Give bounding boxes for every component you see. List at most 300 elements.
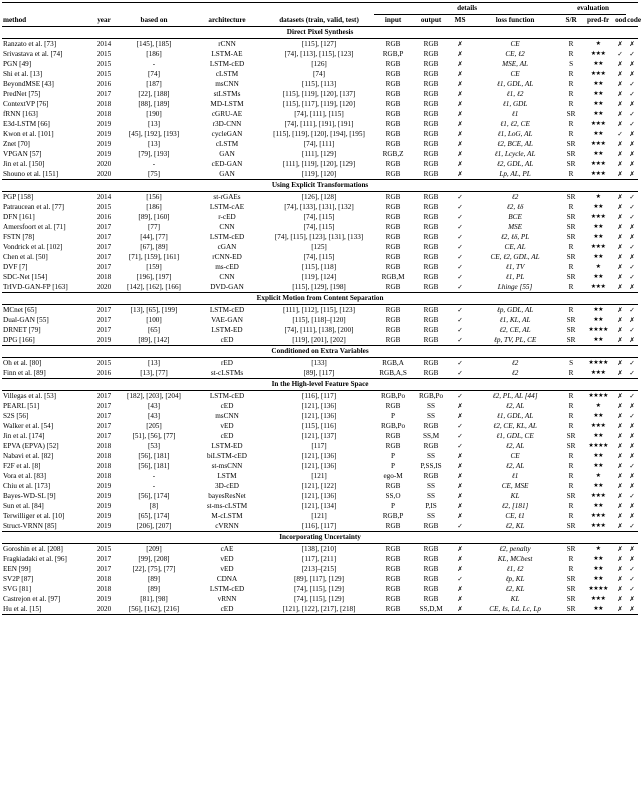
cell-datasets: [126], [128] (301, 193, 337, 201)
cell-input: RGB (385, 575, 401, 583)
cell-ood: ✗ (617, 80, 623, 88)
cell-output: RGB (423, 565, 439, 573)
cell-method: Villegas et al. [53] (3, 392, 57, 400)
section-title: Direct Pixel Synthesis (2, 27, 638, 39)
cell-pred-fr: ★★ (593, 565, 603, 572)
cell-sr: R (568, 243, 574, 251)
cell-based-on: [77] (148, 223, 160, 231)
cell-sr: SR (566, 336, 576, 344)
cell-ms: ✗ (457, 452, 463, 460)
cell-ood: ✗ (617, 492, 623, 500)
cell-ms: ✗ (457, 90, 463, 98)
cell-loss: CE, MSE (501, 482, 529, 490)
col-output: output (412, 15, 450, 27)
cell-year: 2019 (96, 120, 112, 128)
cell-ood: ✗ (617, 273, 623, 281)
cell-input: RGB (385, 70, 401, 78)
cell-sr: R (568, 130, 574, 138)
cell-architecture: cLSTM (215, 70, 239, 78)
table-row (2, 325, 638, 335)
cell-year: 2017 (96, 412, 112, 420)
cell-sr: R (568, 462, 574, 470)
cell-datasets: [74], [111], [138], [200] (284, 326, 354, 334)
cell-datasets: [121] (311, 512, 327, 520)
cell-architecture: cLSTM (215, 140, 239, 148)
cell-year: 2017 (96, 263, 112, 271)
cell-output: RGB,Po (418, 392, 444, 400)
cell-sr: SR (566, 316, 576, 324)
cell-method: DFN [161] (3, 213, 35, 221)
cell-ood: ✗ (617, 263, 623, 271)
cell-loss: ℓ1, TV (505, 263, 525, 271)
cell-output: RGB (423, 130, 439, 138)
cell-datasets: [115], [119], [120], [194], [195] (273, 130, 365, 138)
cell-code: ✓ (629, 243, 635, 251)
cell-output: RGB (423, 575, 439, 583)
cell-ms: ✗ (457, 502, 463, 510)
cell-method: Dual-GAN [55] (3, 316, 49, 324)
cell-ood: ✗ (614, 604, 626, 615)
table-row (2, 554, 638, 564)
cell-ms: ✓ (457, 243, 463, 251)
cell-based-on: [186] (146, 50, 162, 58)
cell-ood: ✓ (617, 130, 623, 138)
cell-loss: ℓ2, GDL, AL (496, 160, 534, 168)
cell-code: ✗ (629, 70, 635, 78)
details-group-label: details (374, 3, 560, 15)
cell-architecture: 3D-cED (215, 482, 239, 490)
cell-year: 2019 (96, 482, 112, 490)
cell-sr: R (568, 555, 574, 563)
cell-input: RGB (385, 263, 401, 271)
cell-based-on: [13], [65], [199] (130, 306, 178, 314)
cell-datasets: [74], [111] (303, 140, 335, 148)
section-heading (2, 27, 638, 39)
cell-output: RGB (423, 585, 439, 593)
cell-year: 2017 (96, 432, 112, 440)
cell-year: 2019 (96, 512, 112, 520)
cell-ood: ✗ (617, 565, 623, 573)
cell-sr: SR (566, 595, 576, 603)
cell-loss: ℓ1, PL (505, 273, 525, 281)
cell-year: 2018 (96, 100, 112, 108)
cell-based-on: [67], [89] (140, 243, 168, 251)
cell-pred-fr: ★★ (593, 502, 603, 509)
cell-input: RGB (385, 253, 401, 261)
cell-input: RGB (385, 223, 401, 231)
cell-ood: ✗ (617, 412, 623, 420)
cell-sr: SR (566, 585, 576, 593)
cell-input: RGB (385, 233, 401, 241)
cell-code: ✓ (629, 575, 635, 583)
cell-year: 2017 (96, 402, 112, 410)
cell-loss: ℓp, GDL, AL (496, 306, 534, 314)
cell-output: RGB (423, 359, 439, 367)
header-columns-row (2, 15, 638, 27)
cell-datasets: [115], [119], [120], [137] (282, 90, 356, 98)
cell-sr: SR (566, 193, 576, 201)
cell-ood: ✗ (617, 90, 623, 98)
cell-year: 2014 (96, 40, 112, 48)
section-title: Explicit Motion from Content Separation (2, 293, 638, 305)
cell-architecture: rCNN-ED (212, 253, 242, 261)
cell-datasets: [119], [124] (301, 273, 337, 281)
cell-datasets: [89], [117] (303, 369, 335, 377)
cell-code: ✓ (629, 492, 635, 500)
cell-method: PredNet [75] (3, 90, 41, 98)
cell-code: ✓ (629, 585, 635, 593)
cell-code: ✓ (629, 203, 635, 211)
cell-ood: ✗ (617, 40, 623, 48)
cell-year: 2017 (96, 233, 112, 241)
table-row (2, 564, 638, 574)
cell-code: ✓ (629, 522, 635, 530)
cell-based-on: - (152, 60, 156, 68)
cell-ood: ✗ (617, 482, 623, 490)
cell-loss: ℓ2, ℓδ (506, 203, 524, 211)
cell-method: VPGAN [57] (3, 150, 42, 158)
cell-ms: ✗ (457, 595, 463, 603)
cell-year: 2018 (96, 110, 112, 118)
cell-pred-fr: ★★ (593, 150, 603, 157)
cell-pred-fr: ★★★ (590, 120, 606, 127)
cell-sr: SR (566, 160, 576, 168)
table-row (2, 69, 638, 79)
cell-sr: R (568, 70, 574, 78)
col-year: year (90, 15, 118, 27)
cell-based-on: [43] (148, 412, 160, 420)
cell-sr: S (569, 359, 574, 367)
section-title: Conditioned on Extra Variables (2, 346, 638, 358)
cell-datasets: [117], [211] (301, 555, 337, 563)
cell-ms: ✓ (457, 359, 463, 367)
cell-ood: ✗ (617, 472, 623, 480)
cell-year: 2020 (96, 170, 112, 178)
cell-loss: ℓ1, KL, AL (499, 316, 531, 324)
cell-output: RGB (423, 243, 439, 251)
cell-datasets: [74], [115] (303, 253, 335, 261)
cell-ood: ✗ (617, 432, 623, 440)
cell-loss: CE, ℓ2 (505, 50, 525, 58)
cell-ms: ✗ (457, 492, 463, 500)
cell-loss: Lp, AL, PL (499, 170, 531, 178)
cell-loss: CE (510, 40, 520, 48)
cell-datasets: [121], [122] (301, 482, 337, 490)
cell-architecture: rCNN (218, 40, 236, 48)
cell-loss: BCE (508, 213, 522, 221)
cell-year: 2018 (96, 462, 112, 470)
cell-input: RGB (385, 80, 401, 88)
cell-output: SS (427, 512, 436, 520)
table-row (2, 471, 638, 481)
table-row (2, 222, 638, 232)
cell-based-on: [79], [193] (138, 150, 170, 158)
cell-datasets: [115], [113] (301, 80, 337, 88)
cell-datasets: [111], [129] (301, 150, 337, 158)
cell-method: Chen et al. [50] (3, 253, 48, 261)
cell-output: SS (427, 492, 436, 500)
cell-datasets: [74], [115], [129] (294, 585, 345, 593)
cell-method: PGP [158] (3, 193, 34, 201)
cell-method: BeyondMSE [43] (3, 80, 54, 88)
cell-output: SS,M (422, 432, 440, 440)
cell-input: RGB,M (381, 273, 405, 281)
cell-sr: R (568, 565, 574, 573)
cell-input: RGB,Z (382, 150, 404, 158)
cell-loss: ℓ1 (511, 110, 519, 118)
cell-based-on: [13], [77] (140, 369, 168, 377)
cell-loss: ℓ2, KL (505, 585, 525, 593)
cell-sr: SR (566, 110, 576, 118)
cell-ms: ✗ (457, 170, 463, 178)
cell-code: ✗ (629, 336, 635, 344)
cell-based-on: [65], [174] (138, 512, 170, 520)
cell-method: Hu et al. [15] (2, 604, 90, 615)
table-row (2, 49, 638, 59)
cell-architecture: rED (221, 359, 233, 367)
cell-sr: R (568, 306, 574, 314)
cell-ms: ✗ (457, 100, 463, 108)
cell-code: ✗ (629, 233, 635, 241)
cell-architecture: LSTM-cED (209, 233, 245, 241)
cell-ms: ✗ (457, 50, 463, 58)
cell-sr: R (568, 120, 574, 128)
cell-ood: ✗ (617, 283, 623, 291)
cell-ood: ✗ (617, 243, 623, 251)
cell-output: RGB (423, 160, 439, 168)
cell-pred-fr: ★★ (593, 253, 603, 260)
table-row (2, 441, 638, 451)
cell-datasets: [115], [118] (301, 263, 337, 271)
cell-output: RGB (423, 60, 439, 68)
cell-year: 2016 (96, 369, 112, 377)
cell-ms: ✗ (457, 585, 463, 593)
cell-input: RGB (385, 90, 401, 98)
cell-code: ✗ (629, 140, 635, 148)
cell-datasets: [119], [120] (301, 170, 337, 178)
cell-method: DVF [7] (3, 263, 28, 271)
cell-pred-fr: ★★★ (590, 50, 606, 57)
cell-code: ✗ (629, 40, 635, 48)
cell-method: SVG [81] (3, 585, 32, 593)
cell-method: Walker et al. [54] (3, 422, 54, 430)
cell-ood: ✗ (617, 120, 623, 128)
table-row (2, 604, 638, 615)
cell-input: RGB,A,S (379, 369, 407, 377)
cell-loss: ℓ2, AL (505, 402, 525, 410)
cell-based-on: [81], [98] (140, 595, 168, 603)
col-code: code (626, 15, 638, 27)
cell-input: SS,O (385, 492, 401, 500)
cell-loss: ℓ2, penalty (499, 545, 531, 553)
cell-architecture: CNN (219, 223, 235, 231)
cell-ms: ✗ (457, 110, 463, 118)
table-row (2, 511, 638, 521)
cell-input: RGB,Po (380, 392, 406, 400)
cell-ms: ✓ (457, 306, 463, 314)
cell-ood: ✗ (617, 316, 623, 324)
cell-year: 2019 (96, 130, 112, 138)
cell-ms: ✓ (457, 442, 463, 450)
cell-year: 2015 (96, 359, 112, 367)
evaluation-group-label: evaluation (560, 3, 626, 15)
cell-output: SS (427, 452, 436, 460)
cell-based-on: [56], [181] (138, 452, 170, 460)
cell-pred-fr: ★★★ (590, 70, 606, 77)
cell-architecture: vED (220, 422, 234, 430)
cell-input: P (391, 462, 396, 470)
cell-based-on: [22], [75], [77] (132, 565, 176, 573)
cell-input: RGB (385, 140, 401, 148)
cell-output: RGB (423, 40, 439, 48)
cell-based-on: [187] (146, 80, 162, 88)
cell-year: 2015 (96, 70, 112, 78)
cell-code: ✓ (629, 412, 635, 420)
cell-year: 2017 (96, 392, 112, 400)
cell-based-on: [196], [197] (136, 273, 172, 281)
col-method: method (2, 15, 90, 27)
cell-loss: MSE, AL (502, 60, 528, 68)
cell-ms: ✓ (457, 263, 463, 271)
cell-output: RGB (423, 193, 439, 201)
cell-architecture: LSTM-ED (211, 326, 243, 334)
cell-loss: ℓ2, BCE, AL (497, 140, 533, 148)
cell-ms: ✓ (457, 336, 463, 344)
table-row (2, 159, 638, 169)
cell-method: Chiu et al. [173] (3, 482, 51, 490)
table-row (2, 282, 638, 293)
cell-loss: ℓ1, Lcycle, AL (494, 150, 536, 158)
cell-code: ✓ (629, 369, 635, 377)
cell-ood: ✗ (617, 223, 623, 231)
cell-architecture: CNN (219, 273, 235, 281)
cell-ms: ✗ (457, 130, 463, 138)
cell-datasets: [125] (311, 243, 327, 251)
cell-code: ✓ (629, 120, 635, 128)
cell-datasets: [115], [116] (301, 422, 337, 430)
cell-year: 2018 (96, 273, 112, 281)
cell-architecture: st-msCNN (211, 462, 243, 470)
col-loss: loss function (470, 15, 560, 27)
cell-output: RGB (423, 50, 439, 58)
cell-output: RGB (423, 120, 439, 128)
cell-architecture: cVRNN (215, 522, 239, 530)
cell-sr: SR (566, 253, 576, 261)
cell-sr: R (568, 100, 574, 108)
table-row (2, 431, 638, 441)
cell-output: RGB (423, 336, 439, 344)
cell-pred-fr: ★ (595, 193, 601, 200)
table-row (2, 411, 638, 421)
cell-year: 2016 (96, 80, 112, 88)
cell-output: RGB (423, 90, 439, 98)
cell-loss: CE, ℓ2, GDL, AL (490, 253, 540, 261)
cell-method: DRNET [79] (3, 326, 41, 334)
cell-based-on: [89], [160] (138, 213, 170, 221)
section-heading (2, 532, 638, 544)
cell-method: Sun et al. [84] (3, 502, 44, 510)
cell-pred-fr: ★★★★ (588, 326, 608, 333)
cell-ood: ✗ (617, 522, 623, 530)
cell-ood: ✗ (617, 595, 623, 603)
cell-ood: ✗ (617, 502, 623, 510)
cell-ms: ✓ (457, 193, 463, 201)
cell-ood: ✗ (617, 213, 623, 221)
cell-output: RGB (423, 253, 439, 261)
cell-datasets: [74], [115] (303, 223, 335, 231)
cell-method: EEN [99] (3, 565, 31, 573)
cell-method: SDC-Net [154] (3, 273, 48, 281)
cell-loss: CE, ℓs, Ld, Lc, Lp (470, 604, 560, 615)
cell-architecture: vRNN (217, 595, 237, 603)
cell-input: RGB (385, 193, 401, 201)
cell-input: RGB (385, 432, 401, 440)
cell-ood: ✗ (617, 70, 623, 78)
cell-output: SS (427, 402, 436, 410)
cell-code: ✗ (629, 316, 635, 324)
cell-input: RGB (385, 595, 401, 603)
cell-architecture: DVD-GAN (210, 283, 244, 291)
cell-code: ✗ (629, 432, 635, 440)
cell-datasets: [74], [133], [131], [132] (284, 203, 354, 211)
cell-based-on: [22], [188] (138, 90, 170, 98)
cell-ood: ✗ (617, 160, 623, 168)
cell-output: RGB (423, 369, 439, 377)
cell-ms: ✗ (457, 472, 463, 480)
cell-year: 2017 (96, 223, 112, 231)
cell-ms: ✓ (457, 223, 463, 231)
cell-input: RGB (385, 585, 401, 593)
table-row (2, 119, 638, 129)
cell-ood: ✗ (617, 203, 623, 211)
cell-pred-fr: ★★★★ (588, 392, 608, 399)
table-row (2, 305, 638, 316)
cell-method: S2S [56] (3, 412, 29, 420)
cell-ood: ✗ (617, 512, 623, 520)
cell-output: SS (427, 482, 436, 490)
table-row (2, 232, 638, 242)
cell-code: ✓ (629, 213, 635, 221)
table-row (2, 481, 638, 491)
cell-datasets: [115], [118]–[120] (292, 316, 346, 324)
cell-code: ✗ (626, 604, 638, 615)
cell-architecture: CDNA (216, 575, 238, 583)
cell-ood: ✗ (617, 555, 623, 563)
cell-ms: ✗ (457, 545, 463, 553)
table-row (2, 139, 638, 149)
cell-sr: R (568, 170, 574, 178)
cell-output: RGB (423, 203, 439, 211)
cell-architecture: cGRU-AE (211, 110, 243, 118)
cell-architecture: r3D-CNN (212, 120, 242, 128)
cell-sr: R (568, 369, 574, 377)
cell-input: RGB (385, 110, 401, 118)
cell-output: RGB (423, 283, 439, 291)
cell-code: ✓ (629, 263, 635, 271)
cell-year: 2020 (96, 283, 112, 291)
cell-architecture: vED (220, 555, 234, 563)
table-row (2, 521, 638, 532)
col-ood: ood (614, 15, 626, 27)
cell-loss: ℓ1, GDL, CE (496, 432, 534, 440)
section-title: In the High-level Feature Space (2, 379, 638, 391)
cell-based-on: [75] (148, 170, 160, 178)
cell-output: SS,D,M (412, 604, 450, 615)
cell-loss: ℓ2, KL (505, 522, 525, 530)
section-heading (2, 180, 638, 192)
table-row (2, 584, 638, 594)
col-input: input (374, 15, 412, 27)
